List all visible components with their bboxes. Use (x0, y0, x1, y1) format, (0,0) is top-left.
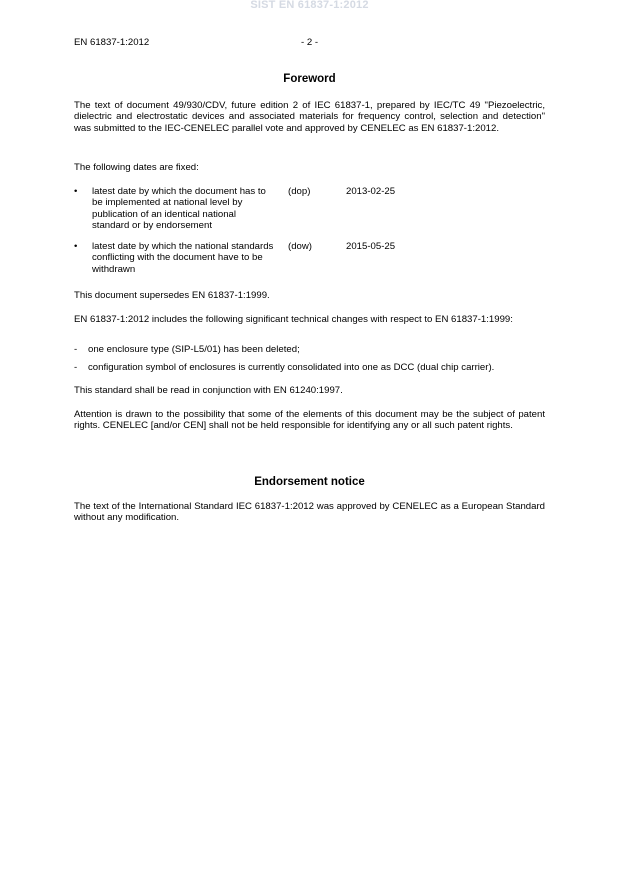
foreword-title: Foreword (283, 73, 336, 85)
date-item-code: (dop) (288, 186, 311, 197)
foreword-intro: The text of document 49/930/CDV, future edition 2 of IEC 61837-1, prepared by IEC/TC 49 "Piezoelectric, dielectric and electrostatic devices and associated materials for frequency control, selection and detection" was submitted to the IEC-CENELEC parallel vote and approved by CENELEC as EN 61837-1:2012. (74, 100, 545, 134)
date-item-text: latest date by which the national standards conflicting with the document have to be withdrawn (92, 241, 274, 275)
header-page-number: - 2 - (300, 37, 319, 48)
date-item-text: latest date by which the document has to be implemented at national level by publication of an identical national standard or by endorsement (92, 186, 266, 232)
changes-intro: EN 61837-1:2012 includes the following significant technical changes with respect to EN 61837-1:1999: (74, 314, 513, 325)
change-item-text: configuration symbol of enclosures is currently consolidated into one as DCC (dual chip carrier). (88, 362, 495, 373)
supersedes-statement: This document supersedes EN 61837-1:1999. (74, 290, 270, 301)
change-item-text: one enclosure type (SIP-L5/01) has been deleted; (88, 344, 300, 355)
date-item-date: 2013-02-25 (346, 186, 396, 197)
date-item-code: (dow) (288, 241, 312, 252)
bullet-icon: • (74, 186, 78, 197)
dates-intro: The following dates are fixed: (74, 162, 199, 173)
header-doc-id: EN 61837-1:2012 (74, 37, 150, 48)
dash-marker: - (74, 344, 78, 355)
dash-marker: - (74, 362, 78, 373)
endorsement-title: Endorsement notice (254, 476, 365, 488)
endorsement-text: The text of the International Standard IEC 61837-1:2012 was approved by CENELEC as a European Standard without any modification. (74, 501, 545, 524)
patent-statement: Attention is drawn to the possibility that some of the elements of this document may be the subject of patent rights. CENELEC [and/or CEN] shall not be held responsible for identifying any or all such patent rights. (74, 409, 545, 432)
date-item-date: 2015-05-25 (346, 241, 396, 252)
conjunction-statement: This standard shall be read in conjunction with EN 61240:1997. (74, 385, 343, 396)
bullet-icon: • (74, 241, 78, 252)
watermark: SIST EN 61837-1:2012 (250, 0, 369, 11)
